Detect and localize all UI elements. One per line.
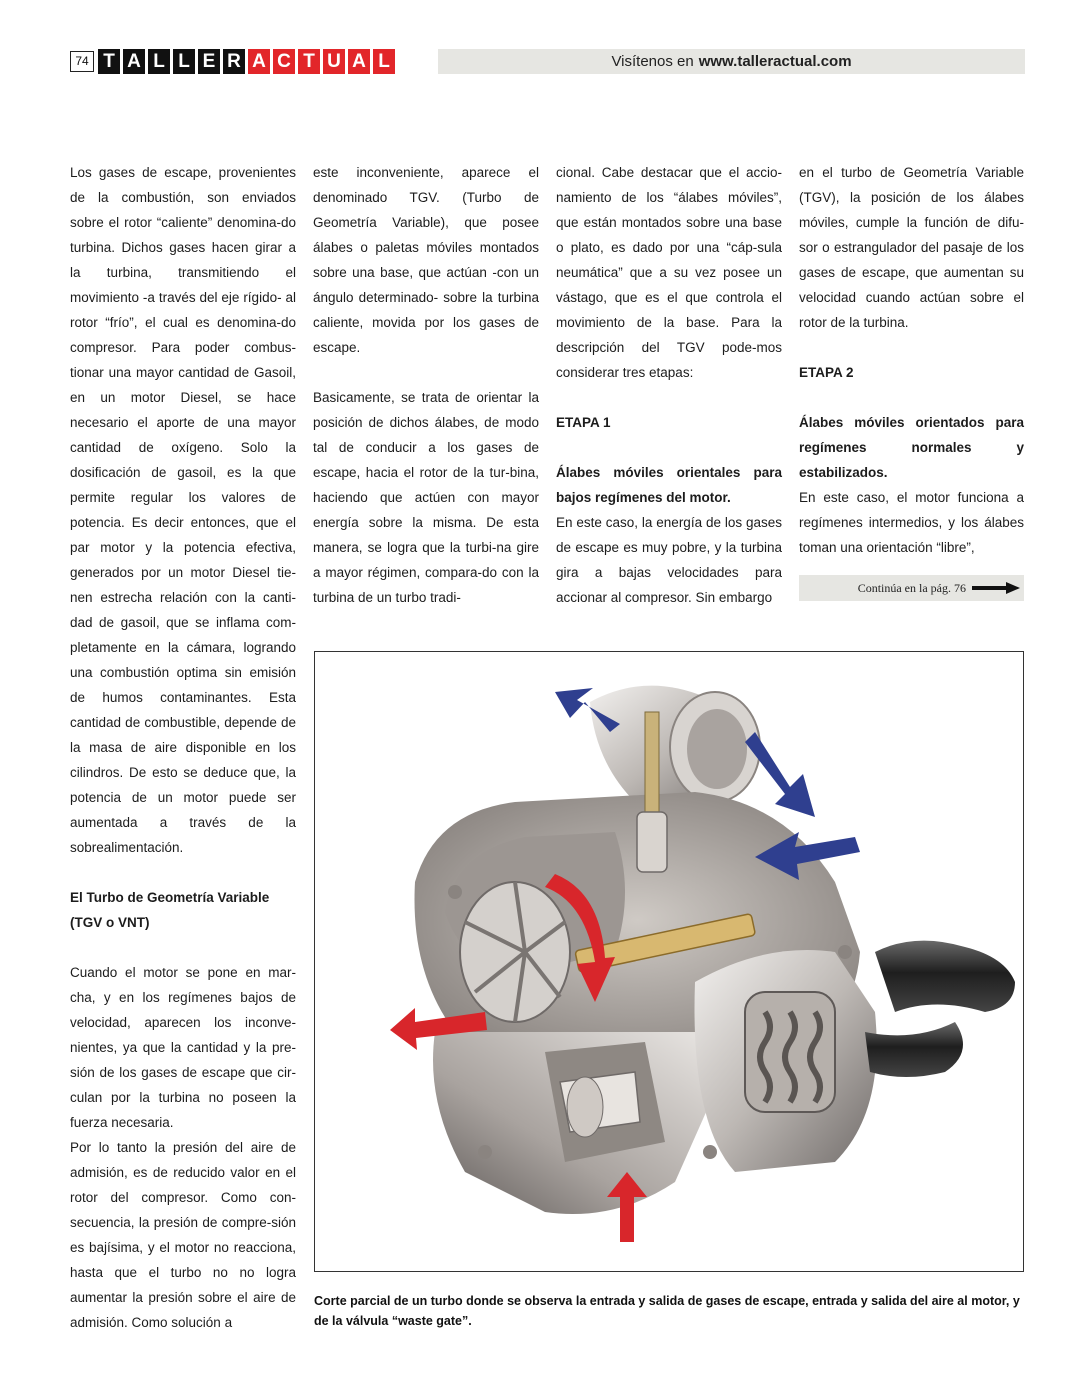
paragraph: Por lo tanto la presión del aire de admisión, es de reducido valor en el rotor del compresor. Como con-secuencia, la presión de compre-sión es bajísima, y el motor no reacciona, hasta que el turbo no no logra aumentar la presión sobre el aire de admisión. Como solución a bbox=[70, 1140, 296, 1330]
page-header bbox=[70, 48, 1025, 75]
turbo-drawing bbox=[315, 652, 1024, 1272]
paragraph: en el turbo de Geometría Variable (TGV), la posición de los álabes móviles, cumple la función de difu-sor o estrangulador del pasaje de los gases de escape, que aumentan su velocidad cuando actúan sobre el rotor de la turbina. bbox=[799, 165, 1024, 330]
article-column-2 bbox=[313, 160, 539, 610]
visit-banner bbox=[438, 49, 1025, 74]
article-column-1 bbox=[70, 160, 296, 1335]
arrow-right-icon bbox=[972, 581, 1020, 595]
brand-letter: L bbox=[148, 49, 170, 74]
brand-letter: L bbox=[373, 49, 395, 74]
section-heading-line: (TGV o VNT) bbox=[70, 915, 150, 930]
stage-heading: ETAPA 1 bbox=[556, 415, 611, 430]
waste-gate-capsule bbox=[695, 950, 877, 1172]
brand-letter: T bbox=[98, 49, 120, 74]
section-heading-line: El Turbo de Geometría Variable bbox=[70, 890, 270, 905]
stage-heading: ETAPA 2 bbox=[799, 365, 854, 380]
visit-url-link[interactable]: www.talleractual.com bbox=[698, 53, 852, 70]
brand-letter: A bbox=[123, 49, 145, 74]
brand-letter: T bbox=[298, 49, 320, 74]
brand-letter: U bbox=[323, 49, 345, 74]
turbine-wheel bbox=[460, 882, 570, 1022]
brand-letter: E bbox=[198, 49, 220, 74]
article-column-3 bbox=[556, 160, 782, 610]
figure-caption: Corte parcial de un turbo donde se observa la entrada y salida de gases de escape, entrada y salida del aire al motor, y de la válvula “waste gate”. bbox=[314, 1294, 1020, 1328]
page-number: 74 bbox=[70, 51, 94, 72]
paragraph: En este caso, la energía de los gases de escape es muy pobre, y la turbina gira a bajas velocidades para accionar al compresor. Sin embargo bbox=[556, 515, 782, 605]
paragraph: cional. Cabe destacar que el accio-namiento de los “álabes móviles”, que están montados sobre una base o plato, es dado por una “cáp-sula neumática” que a su vez posee un vástago, que es el que controla el movimiento de la base. Para la descripción del TGV pode-mos considerar tres etapas: bbox=[556, 165, 782, 380]
air-hose bbox=[865, 941, 1015, 1077]
brand-logo bbox=[98, 49, 395, 74]
compressor-section bbox=[433, 1032, 715, 1214]
brand-letter: A bbox=[348, 49, 370, 74]
continue-text: Continúa en la pág. 76 bbox=[857, 580, 966, 595]
brand-letter: C bbox=[273, 49, 295, 74]
paragraph: Los gases de escape, provenientes de la combustión, son enviados sobre el rotor “caliente” denomina-do turbina. Dichos gases hacen girar a la turbina, transmitiendo el movimiento -a través del eje rígido- al rotor “frío”, el cual es denomina-do compresor. Para poder combus-tionar una mayor cantidad de Gasoil, en un motor Diesel, se hace necesario el aporte de una mayor cantidad de oxígeno. Solo la dosificación de gasoil, es la que permite regular los valores de potencia. Es decir entonces, que el par motor y la potencia efectiva, generados por un motor Diesel tie-nen estrecha relación con la canti-dad de gasoil, que se inflama com-pletamente en la cámara, logrando una combustión optima sin emisión de humos contaminantes. Esta cantidad de combustible, depende de la masa de aire disponible en los cilindros. De esto se deduce que, la potencia de un motor puede ser aumentada a través de la sobrealimentación. bbox=[70, 165, 296, 855]
stage-subheading: Álabes móviles orientales para bajos regímenes del motor. bbox=[556, 465, 782, 505]
paragraph: Cuando el motor se pone en mar-cha, y en los regímenes bajos de velocidad, aparecen los inconve-nientes, ya que la cantidad y la pre-sión de los gases de escape que cir-culan por la turbina no poseen la fuerza necesaria. bbox=[70, 965, 296, 1130]
compressor-inlet bbox=[590, 686, 760, 812]
visit-text: Visítenos en bbox=[611, 53, 694, 70]
paragraph: este inconveniente, aparece el denominado TGV. (Turbo de Geometría Variable), que posee álabes o paletas móviles montados sobre una base, que actúan -con un ángulo determinado- sobre la turbina caliente, movida por los gases de escape. bbox=[313, 165, 539, 355]
brand-letter: L bbox=[173, 49, 195, 74]
stage-subheading: Álabes móviles orientados para regímenes normales y estabilizados. bbox=[799, 415, 1024, 480]
brand-letter: A bbox=[248, 49, 270, 74]
section-heading bbox=[70, 885, 296, 935]
paragraph: En este caso, el motor funciona a regímenes intermedios, y los álabes toman una orientación “libre”, bbox=[799, 490, 1024, 555]
brand-letter: R bbox=[223, 49, 245, 74]
paragraph: Basicamente, se trata de orientar la posición de dichos álabes, de modo tal de conducir a los gases de escape, hacia el rotor de la tur-bina, haciendo que actúen con mayor energía sobre la misma. De esta manera, se logra que la turbi-na gire a mayor régimen, compara-do con la turbina de un turbo tradi- bbox=[313, 390, 539, 605]
turbo-cutaway-illustration bbox=[314, 651, 1024, 1272]
article-column-4 bbox=[799, 160, 1024, 560]
continue-note[interactable] bbox=[799, 575, 1024, 601]
